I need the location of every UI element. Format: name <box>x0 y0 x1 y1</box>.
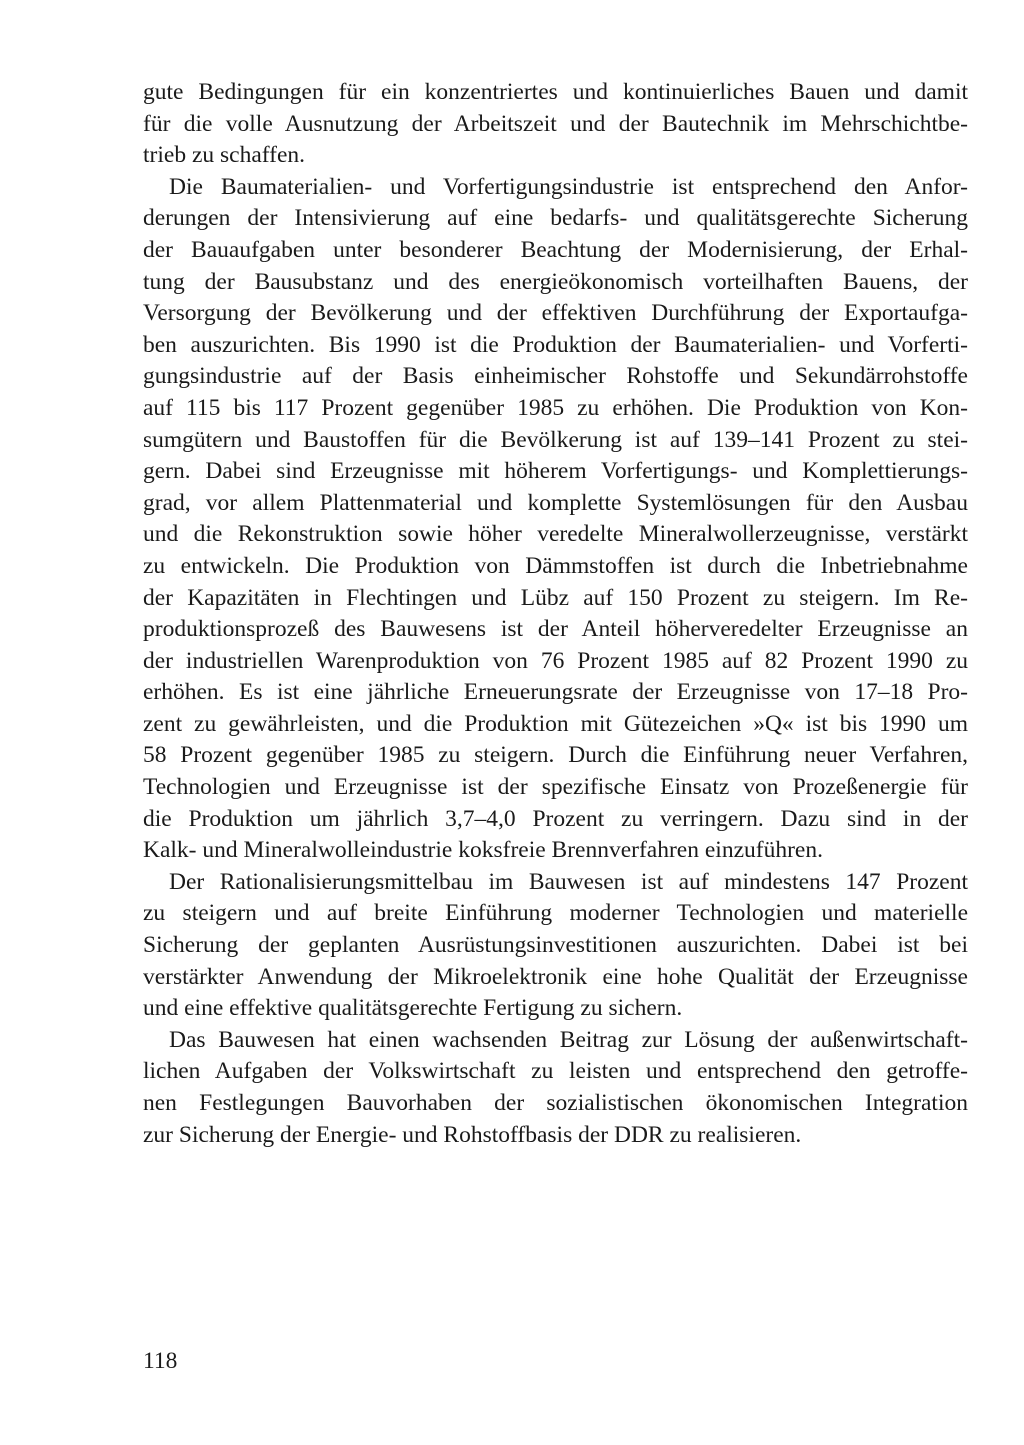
text-line: der Bauaufgaben unter besonderer Beachtung der Modernisierung, der Erhal- <box>143 236 968 263</box>
text-line: verstärkter Anwendung der Mikroelektronik eine hohe Qualität der Erzeugnisse <box>143 963 968 990</box>
text-line: Die Baumaterialien- und Vorfertigungsindustrie ist entsprechend den Anfor- <box>169 173 968 200</box>
text-line: der Kapazitäten in Flechtingen und Lübz auf 150 Prozent zu steigern. Im Re- <box>143 584 968 611</box>
text-line: für die volle Ausnutzung der Arbeitszeit und der Bautechnik im Mehrschichtbe- <box>143 110 968 137</box>
text-line: zent zu gewährleisten, und die Produktion mit Gütezeichen »Q« ist bis 1990 um <box>143 710 968 737</box>
text-line: trieb zu schaffen. <box>143 142 306 169</box>
paragraph <box>143 172 968 867</box>
text-line: gern. Dabei sind Erzeugnisse mit höherem Vorfertigungs- und Komplettierungs- <box>143 458 968 485</box>
text-line: derungen der Intensivierung auf eine bedarfs- und qualitätsgerechte Sicherung <box>143 205 968 232</box>
text-line: produktionsprozeß des Bauwesens ist der Anteil höherveredelter Erzeugnisse an <box>143 616 968 643</box>
text-line: Technologien und Erzeugnisse ist der spezifische Einsatz von Prozeßenergie für <box>143 774 968 801</box>
text-line: und eine effektive qualitätsgerechte Fertigung zu sichern. <box>143 995 683 1022</box>
paragraph <box>143 77 968 172</box>
text-line: zu entwickeln. Die Produktion von Dämmstoffen ist durch die Inbetriebnahme <box>143 552 968 579</box>
text-line: und die Rekonstruktion sowie höher veredelte Mineralwollerzeugnisse, verstärkt <box>143 521 968 548</box>
text-line: ben auszurichten. Bis 1990 ist die Produktion der Baumaterialien- und Vorferti- <box>143 331 968 358</box>
text-line: Der Rationalisierungsmittelbau im Bauwesen ist auf mindestens 147 Prozent <box>169 868 968 895</box>
text-line: die Produktion um jährlich 3,7–4,0 Prozent zu verringern. Dazu sind in der <box>143 805 968 832</box>
text-line: der industriellen Warenproduktion von 76 Prozent 1985 auf 82 Prozent 1990 zu <box>143 647 968 674</box>
text-line: Kalk- und Mineralwolleindustrie koksfreie Brennverfahren einzuführen. <box>143 837 823 864</box>
text-line: Das Bauwesen hat einen wachsenden Beitrag zur Lösung der außenwirtschaft- <box>169 1026 968 1053</box>
text-line: auf 115 bis 117 Prozent gegenüber 1985 zu erhöhen. Die Produktion von Kon- <box>143 394 968 421</box>
text-line: tung der Bausubstanz und des energieökonomisch vorteilhaften Bauens, der <box>143 268 968 295</box>
paragraph <box>143 1025 968 1151</box>
text-line: erhöhen. Es ist eine jährliche Erneuerungsrate der Erzeugnisse von 17–18 Pro- <box>143 679 968 706</box>
text-line: grad, vor allem Plattenmaterial und komplette Systemlösungen für den Ausbau <box>143 489 968 516</box>
text-line: nen Festlegungen Bauvorhaben der sozialistischen ökonomischen Integration <box>143 1090 968 1116</box>
text-line: gungsindustrie auf der Basis einheimischer Rohstoffe und Sekundärrohstoffe <box>143 363 968 390</box>
text-line: zur Sicherung der Energie- und Rohstoffbasis der DDR zu realisieren. <box>143 1121 802 1148</box>
text-line: zu steigern und auf breite Einführung moderner Technologien und materielle <box>143 900 968 927</box>
body-text <box>143 77 968 1151</box>
text-line: 58 Prozent gegenüber 1985 zu steigern. Durch die Einführung neuer Verfahren, <box>143 742 968 769</box>
paragraph <box>143 867 968 1025</box>
text-line: lichen Aufgaben der Volkswirtschaft zu leisten und entsprechend den getroffe- <box>143 1058 968 1085</box>
text-line: sumgütern und Baustoffen für die Bevölkerung ist auf 139–141 Prozent zu stei- <box>143 426 968 453</box>
text-line: gute Bedingungen für ein konzentriertes und kontinuierliches Bauen und damit <box>143 79 968 105</box>
text-line: Versorgung der Bevölkerung und der effektiven Durchführung der Exportaufga- <box>143 300 968 327</box>
text-line: Sicherung der geplanten Ausrüstungsinvestitionen auszurichten. Dabei ist bei <box>143 932 968 959</box>
page-number: 118 <box>143 1348 178 1374</box>
